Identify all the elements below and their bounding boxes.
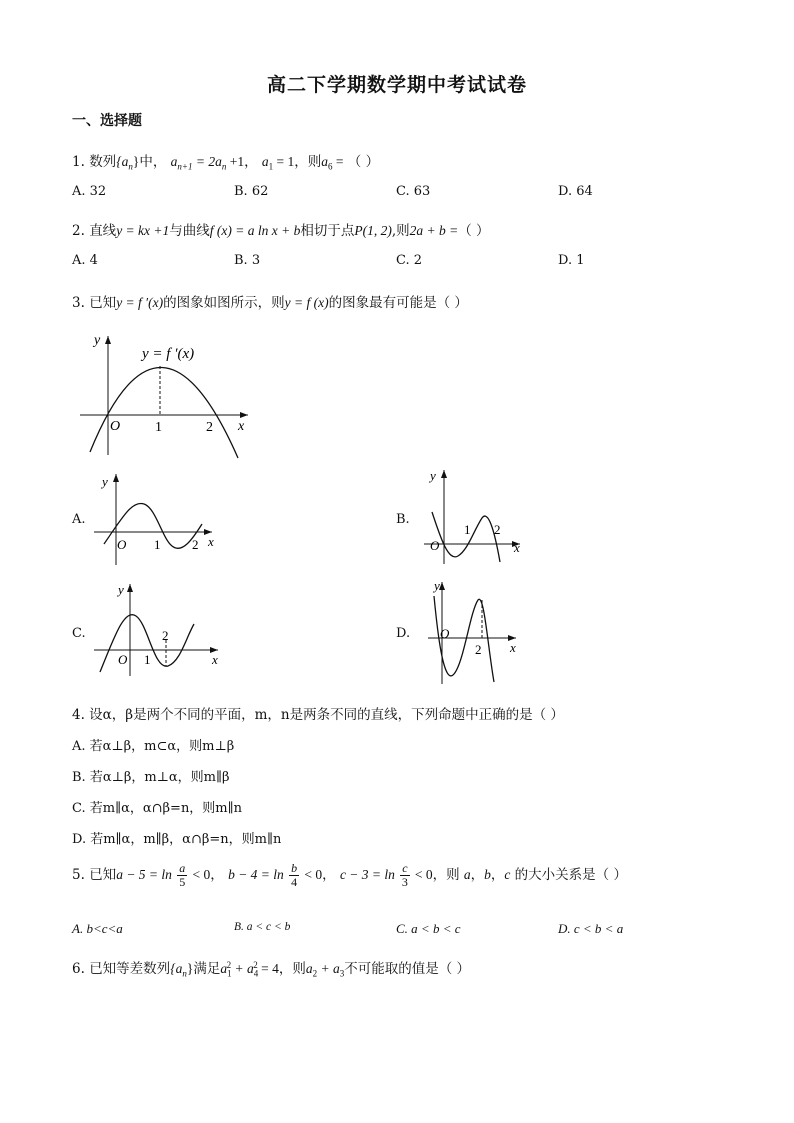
d-tick-2: 2	[475, 642, 482, 657]
main-y-label: y	[94, 333, 101, 348]
q5-option-b: B. a < c < b	[234, 921, 291, 933]
question-5: 5. 已知a − 5 = ln $\frac{a}{5}$ < 0， b − 4 = ln $\frac{b}{4}$ < 0， c − 3 = ln $\frac{c}{3}$ < 0，则 a，b，c 的大小关系是（ ）	[72, 861, 627, 889]
q5-fraction-2: $\frac{b}{4}$	[291, 861, 298, 889]
q2-option-b: B. 3	[234, 253, 261, 268]
q5-option-c: C. a < b < c	[396, 921, 461, 936]
section-heading: 一、选择题	[72, 113, 142, 129]
d-x-label: x	[510, 640, 516, 655]
q1-option-d: D. 64	[558, 184, 593, 199]
d-origin-label: O	[440, 626, 450, 641]
q4-option-a: A. 若α⊥β，m⊂α，则m⊥β	[72, 739, 235, 754]
q4-option-c: C. 若m∥α，α∩β=n，则m∥n	[72, 801, 243, 816]
c-tick-1: 1	[144, 652, 151, 667]
b-tick-1: 1	[464, 522, 471, 537]
q3-option-a-label: A.	[72, 512, 86, 527]
q5-fraction-3: $\frac{c}{3}$	[401, 861, 408, 889]
question-3: 3. 已知y = f ′(x)的图象如图所示，则y = f (x)的图象最有可能是（ ）	[72, 295, 468, 311]
q5-option-d: D. c < b < a	[558, 921, 624, 936]
q5-fraction-1: $\frac{a}{5}$	[179, 861, 186, 889]
q4-option-d: D. 若m∥α，m∥β，α∩β=n，则m∥n	[72, 832, 282, 847]
main-tick-1: 1	[155, 420, 162, 435]
question-1: 1. 数列$\{a_n\}$中， $a_{n+1} = 2a_n +1$， $a_1 = 1$，则$a_6$ = （ ）	[72, 154, 380, 172]
c-origin-label: O	[118, 652, 128, 667]
q3-option-c-graph	[92, 578, 232, 678]
b-x-label: x	[514, 540, 520, 555]
q3-option-c-label: C.	[72, 626, 86, 641]
q1-option-a: A. 32	[72, 184, 107, 199]
a-y-label: y	[102, 474, 108, 489]
main-curve-label: y = f ′(x)	[142, 346, 195, 362]
q2-option-a: A. 4	[72, 253, 98, 268]
q3-option-d-graph	[424, 578, 544, 688]
q3-option-d-label: D.	[396, 626, 411, 641]
c-tick-2: 2	[162, 628, 169, 643]
q3-option-b-label: B.	[396, 512, 410, 527]
main-origin-label: O	[110, 419, 121, 434]
main-x-label: x	[238, 419, 245, 434]
question-6: 6. 已知等差数列$\{a_n\}$满足$a_1^2 + a_4^2 = 4$，则$a_2 + a_3$不可能取的值是（ ）	[72, 959, 470, 979]
q5-option-a: A. b<c<a	[72, 921, 123, 936]
a-tick-1: 1	[154, 537, 161, 552]
b-origin-label: O	[430, 538, 440, 553]
q2-option-c: C. 2	[396, 253, 423, 268]
a-x-label: x	[208, 534, 214, 549]
question-4: 4. 设α，β是两个不同的平面，m，n是两条不同的直线，下列命题中正确的是（ ）	[72, 707, 564, 723]
c-x-label: x	[212, 652, 218, 667]
q1-option-b: B. 62	[234, 184, 269, 199]
a-tick-2: 2	[192, 537, 199, 552]
b-tick-2: 2	[494, 522, 501, 537]
c-y-label: y	[118, 582, 124, 597]
q3-option-a-graph	[92, 470, 232, 570]
q4-option-b: B. 若α⊥β，m⊥α，则m∥β	[72, 770, 230, 785]
question-2: 2. 直线y = kx +1与曲线f (x) = a ln x + b相切于点P(1, 2),则2a + b =（ ）	[72, 223, 490, 239]
b-y-label: y	[430, 468, 436, 483]
q1-option-c: C. 63	[396, 184, 431, 199]
main-tick-2: 2	[206, 420, 213, 435]
d-y-label: y	[434, 578, 440, 593]
q2-option-d: D. 1	[558, 253, 585, 268]
main-derivative-graph	[80, 330, 260, 460]
page-title: 高二下学期数学期中考试试卷	[266, 74, 527, 96]
q3-option-b-graph	[420, 466, 550, 566]
a-origin-label: O	[117, 537, 127, 552]
